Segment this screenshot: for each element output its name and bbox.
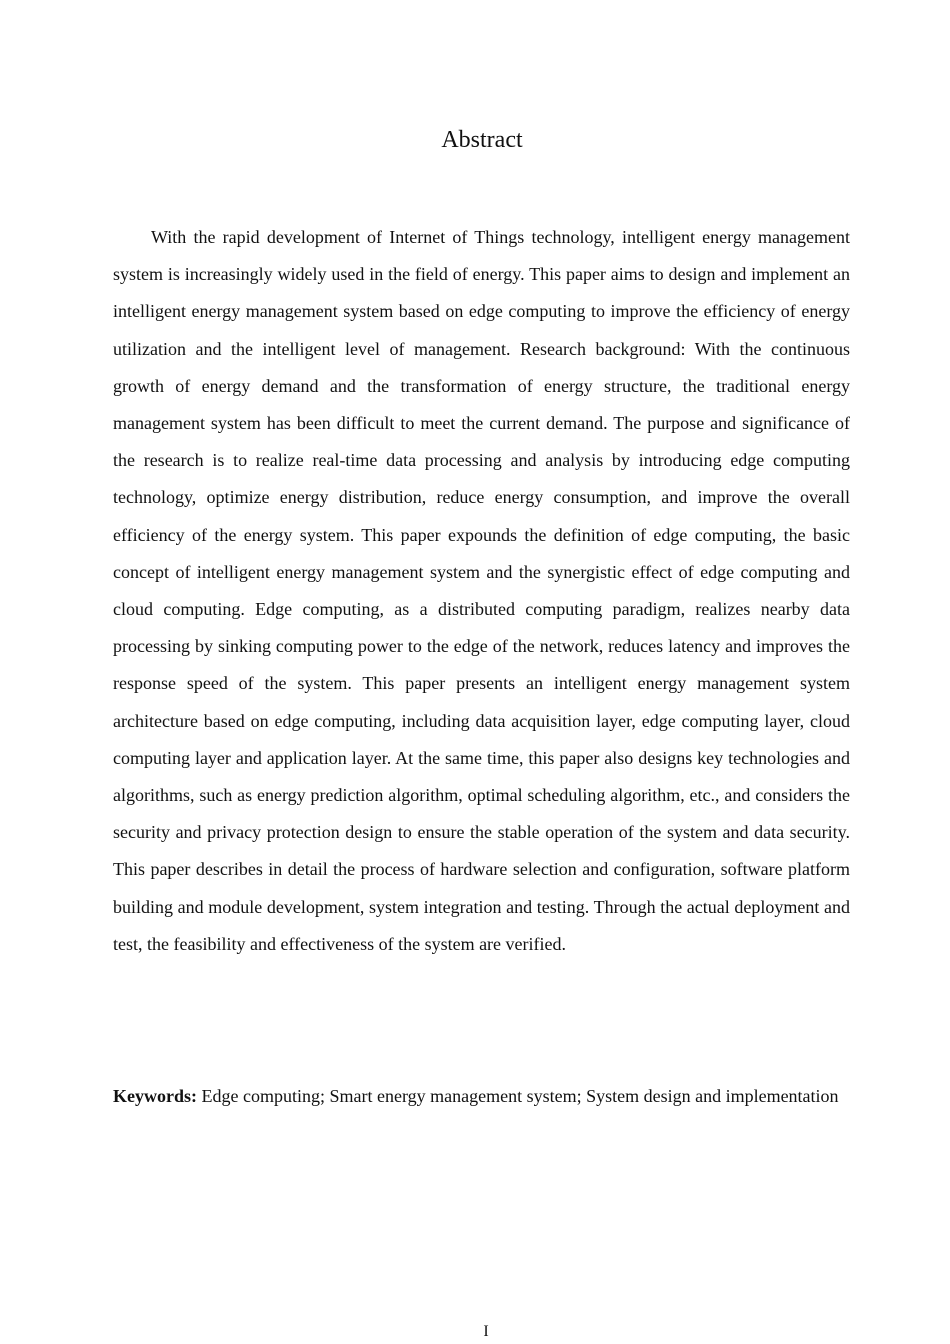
abstract-paragraph: With the rapid development of Internet of Things technology, intelligent energy management system is increasingly widely used in the field of energy. This paper aims to design and implement an intelligent energy management system based on edge computing to improve the efficiency of energy utilization and the intelligent level of management. Research background: With the continuous growth of energy demand and the transformation of energy structure, the traditional energy management system has been difficult to meet the current demand. The purpose and significance of the research is to realize real-time data processing and analysis by introducing edge computing technology, optimize energy distribution, reduce energy consumption, and improve the overall efficiency of the energy system. This paper expounds the definition of edge computing, the basic concept of intelligent energy management system and the synergistic effect of edge computing and cloud computing. Edge computing, as a distributed computing paradigm, realizes nearby data processing by sinking computing power to the edge of the network, reduces latency and improves the response speed of the system. This paper presents an intelligent energy management system architecture based on edge computing, including data acquisition layer, edge computing layer, cloud computing layer and application layer. At the same time, this paper also designs key technologies and algorithms, such as energy prediction algorithm, optimal scheduling algorithm, etc., and considers the security and privacy protection design to ensure the stable operation of the system and data security. This paper describes in detail the process of hardware selection and configuration, software platform building and module development, system integration and testing. Through the actual deployment and test, the feasibility and effectiveness of the system are verified. [113,227,850,954]
keywords-line [113,1078,850,1114]
keywords-text: Edge computing; Smart energy management system; System design and implementation [201,1086,839,1106]
page-number: I [483,1323,489,1340]
abstract-title: Abstract [441,127,523,153]
keywords-label: Keywords: [113,1086,197,1106]
